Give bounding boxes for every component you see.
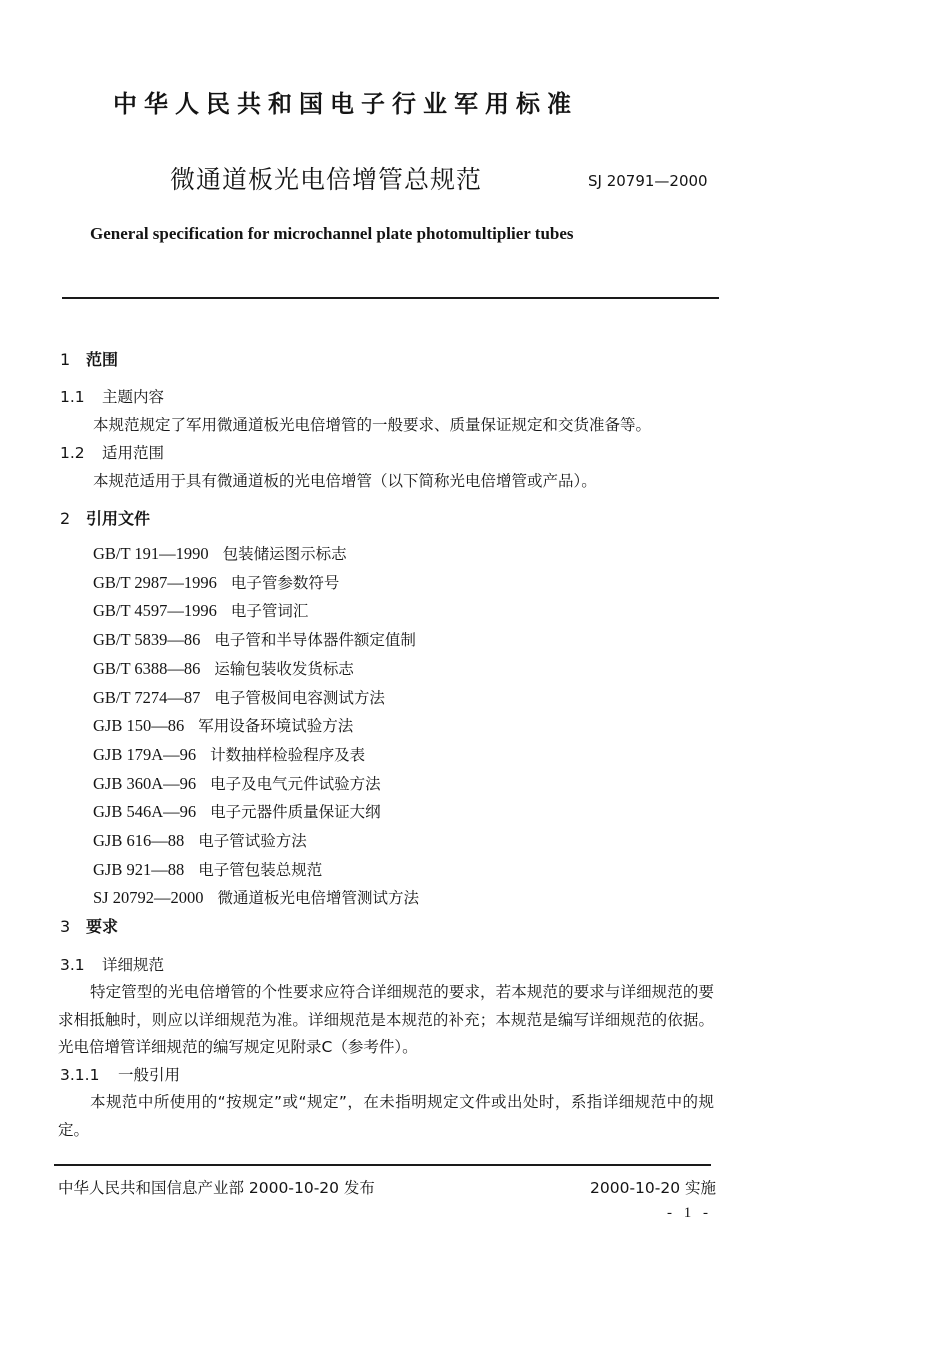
section-title: 要求 xyxy=(86,917,119,936)
section-3-1-text: 特定管型的光电倍增管的个性要求应符合详细规范的要求，若本规范的要求与详细规范的要求相抵触时，则应以详细规范为准。详细规范是本规范的补充；本规范是编写详细规范的依据。光电倍增管详细规范的编写规定见附录C（参考件）。 xyxy=(58,983,714,1056)
effective-date: 2000-10-20 实施 xyxy=(590,1179,717,1197)
reference-item xyxy=(93,540,419,569)
reference-item xyxy=(93,770,419,799)
reference-title: 电子管包装总规范 xyxy=(198,860,323,879)
section-1-heading xyxy=(60,347,118,370)
reference-code: GJB 616—88 xyxy=(93,831,185,851)
reference-item xyxy=(93,684,419,713)
section-number: 3 xyxy=(60,917,71,936)
reference-code: GB/T 6388—86 xyxy=(93,658,201,678)
reference-code: GJB 150—86 xyxy=(93,716,185,736)
reference-title: 电子管极间电容测试方法 xyxy=(214,688,385,707)
section-number: 1.1 xyxy=(60,388,85,406)
reference-item xyxy=(93,827,419,856)
section-title: 一般引用 xyxy=(118,1066,181,1084)
reference-title: 包装储运图示标志 xyxy=(222,545,347,563)
section-1-2-heading xyxy=(60,441,164,463)
reference-title: 电子管词汇 xyxy=(230,602,309,621)
reference-title: 电子管试验方法 xyxy=(198,832,307,851)
section-title: 范围 xyxy=(86,350,119,369)
section-3-1-1-heading xyxy=(60,1063,180,1085)
reference-code: GB/T 191—1990 xyxy=(93,544,209,563)
reference-item xyxy=(93,856,419,885)
english-title: General specification for microchannel plate photomultiplier tubes xyxy=(90,224,574,243)
reference-code: GB/T 4597—1996 xyxy=(93,601,217,621)
section-title: 详细规范 xyxy=(102,956,165,974)
reference-code: GJB 179A—96 xyxy=(93,744,197,764)
section-number: 3.1.1 xyxy=(60,1066,100,1084)
reference-code: GB/T 7274—87 xyxy=(93,687,201,707)
issued-by: 中华人民共和国信息产业部 2000-10-20 发布 xyxy=(58,1179,375,1197)
reference-item xyxy=(93,597,419,626)
reference-code: GJB 921—88 xyxy=(93,859,185,879)
section-1-1-heading xyxy=(60,385,164,407)
reference-item xyxy=(93,655,419,684)
footer-divider xyxy=(54,1164,711,1166)
section-1-2-text: 本规范适用于具有微通道板的光电倍增管（以下简称光电倍增管或产品）。 xyxy=(93,472,597,490)
reference-item xyxy=(93,712,419,741)
section-number: 2 xyxy=(60,509,71,528)
reference-code: GJB 546A—96 xyxy=(93,802,197,822)
section-number: 1.2 xyxy=(60,444,85,462)
section-3-1-heading xyxy=(60,953,164,975)
reference-item xyxy=(93,884,419,913)
section-title: 适用范围 xyxy=(102,444,165,462)
reference-list xyxy=(93,540,419,913)
reference-item xyxy=(93,798,419,827)
standard-category-heading: 中华人民共和国电子行业军用标准 xyxy=(113,90,578,118)
page-number: - 1 - xyxy=(667,1205,712,1221)
reference-title: 运输包装收发货标志 xyxy=(214,659,354,678)
reference-code: GJB 360A—96 xyxy=(93,773,197,793)
document-title: 微通道板光电倍增管总规范 xyxy=(170,165,483,194)
document-number: SJ 20791—2000 xyxy=(588,172,708,190)
reference-code: GB/T 2987—1996 xyxy=(93,572,217,592)
section-number: 3.1 xyxy=(60,956,85,974)
reference-title: 军用设备环境试验方法 xyxy=(198,717,354,736)
section-number: 1 xyxy=(60,350,71,369)
reference-code: SJ 20792—2000 xyxy=(93,888,204,908)
reference-title: 电子管和半导体器件额定值制 xyxy=(214,631,416,650)
reference-code: GB/T 5839—86 xyxy=(93,630,201,650)
section-1-1-text: 本规范规定了军用微通道板光电倍增管的一般要求、质量保证规定和交货准备等。 xyxy=(93,416,652,434)
reference-item xyxy=(93,741,419,770)
header-divider xyxy=(62,297,719,299)
section-3-heading xyxy=(60,914,118,937)
reference-item xyxy=(93,569,419,598)
reference-title: 电子管参数符号 xyxy=(230,573,340,592)
section-3-1-1-text: 本规范中所使用的“按规定”或“规定”，在未指明规定文件或出处时，系指详细规范中的规定。 xyxy=(58,1093,714,1139)
reference-title: 电子及电气元件试验方法 xyxy=(210,774,381,793)
section-title: 引用文件 xyxy=(86,509,151,528)
section-title: 主题内容 xyxy=(102,388,165,406)
reference-title: 电子元器件质量保证大纲 xyxy=(210,803,381,822)
reference-item xyxy=(93,626,419,655)
reference-title: 计数抽样检验程序及表 xyxy=(210,745,366,764)
section-2-heading xyxy=(60,506,150,529)
reference-title: 微通道板光电倍增管测试方法 xyxy=(217,889,419,908)
